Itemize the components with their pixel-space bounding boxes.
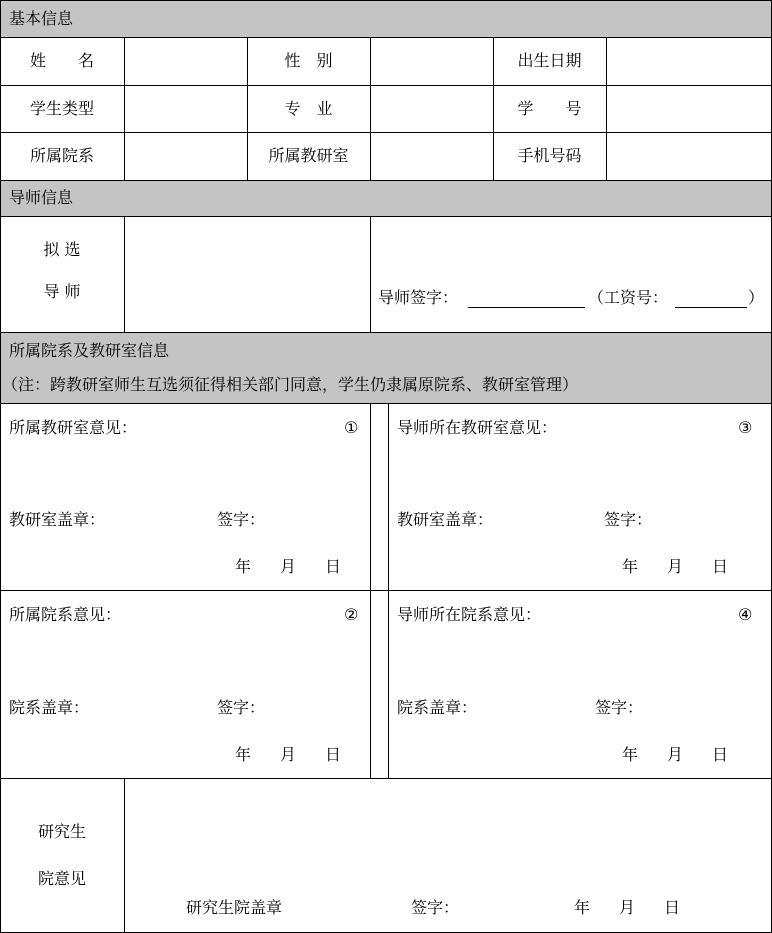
basic-info-title: 基本信息 [9,9,74,28]
advisor-label-line1: 拟 选 [43,240,81,259]
grad-school-sign-label: 签字： [411,898,460,917]
rule [388,403,389,779]
advisor-dept-date-day: 日 [712,745,729,764]
lab-label: 所属教研室 [268,146,349,165]
advisor-lab-sign-label: 签字： [604,510,653,529]
home-lab-opinion-number: ① [344,418,359,437]
rule [124,216,125,333]
gender-label: 性 别 [284,51,333,70]
rule [0,180,772,181]
rule [370,37,371,181]
advisor-sign-label: 导师签字： [378,288,459,307]
phone-label: 手机号码 [517,146,582,165]
rule [0,85,772,86]
department-label: 所属院系 [29,146,94,165]
grad-school-label-line2: 院意见 [37,869,86,888]
rule [0,37,772,38]
salary-id-line [675,307,747,308]
rule [124,37,125,181]
advisor-dept-opinion-number: ④ [738,605,753,624]
home-dept-sign-label: 签字： [217,698,266,717]
home-lab-date-day: 日 [325,557,342,576]
home-dept-date-day: 日 [325,745,342,764]
grad-school-label-line1: 研究生 [37,822,86,841]
home-lab-seal-label: 教研室盖章： [9,510,106,529]
advisor-lab-date-day: 日 [712,557,729,576]
home-lab-date-year: 年 [235,557,252,576]
home-dept-date-year: 年 [235,745,252,764]
salary-id-label: （工资号： [588,288,669,307]
home-lab-date-month: 月 [280,557,297,576]
home-lab-sign-label: 签字： [217,510,266,529]
advisor-dept-date-month: 月 [667,745,684,764]
salary-id-close: ） [748,288,765,307]
advisor-lab-seal-label: 教研室盖章： [397,510,494,529]
home-lab-opinion-title: 所属教研室意见： [9,418,138,437]
advisor-dept-opinion-title: 导师所在院系意见： [397,605,542,624]
dept-info-note: （注：跨教研室师生互选须征得相关部门同意，学生仍隶属原院系、教研室管理） [2,375,579,394]
grad-school-date-year: 年 [574,898,591,917]
home-dept-opinion-title: 所属院系意见： [9,605,122,624]
student-type-label: 学生类型 [29,99,94,118]
rule [0,778,772,779]
major-label: 专 业 [284,99,333,118]
advisor-lab-opinion-title: 导师所在教研室意见： [397,418,558,437]
advisor-lab-date-month: 月 [667,557,684,576]
dept-info-title: 所属院系及教研室信息 [9,341,170,360]
name-label: 姓 名 [29,51,94,70]
advisor-lab-opinion-number: ③ [738,418,753,437]
home-dept-opinion-number: ② [344,605,359,624]
rule [370,403,371,779]
rule [0,590,772,591]
rule [0,332,772,333]
home-dept-seal-label: 院系盖章： [9,698,90,717]
advisor-sign-line [468,307,585,308]
advisor-label-line2: 导 师 [43,282,81,301]
rule [370,216,371,333]
advisor-dept-sign-label: 签字： [595,698,644,717]
advisor-dept-seal-label: 院系盖章： [397,698,478,717]
rule [0,403,772,404]
advisor-dept-date-year: 年 [622,745,639,764]
advisor-info-title: 导师信息 [9,188,74,207]
rule [0,216,772,217]
rule [0,132,772,133]
birthdate-label: 出生日期 [517,51,582,70]
home-dept-date-month: 月 [280,745,297,764]
student-id-label: 学 号 [517,99,582,118]
advisor-lab-date-year: 年 [622,557,639,576]
grad-school-date-month: 月 [619,898,636,917]
rule [606,37,607,181]
rule [124,778,125,933]
grad-school-date-day: 日 [664,898,681,917]
grad-school-seal-label: 研究生院盖章 [186,898,283,917]
